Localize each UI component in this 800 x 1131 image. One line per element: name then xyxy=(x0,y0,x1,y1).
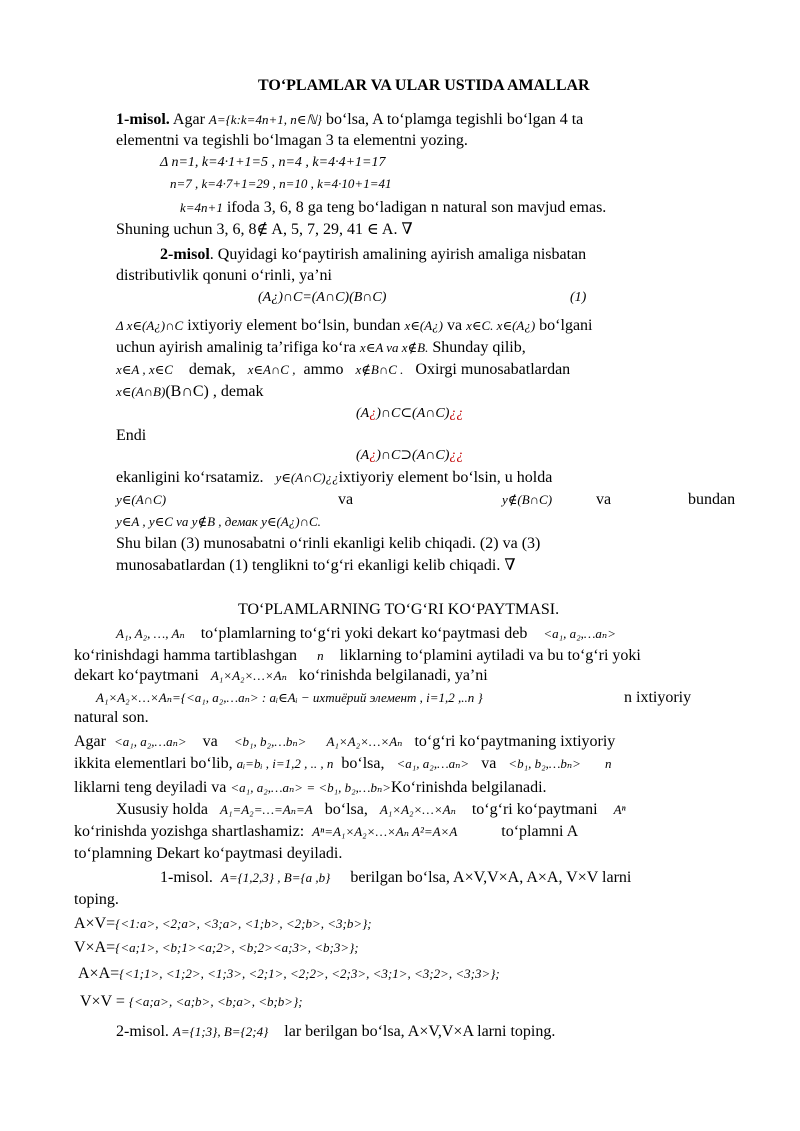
cart-definition-formula: A₁×A₂×…×Aₙ={<a₁, a₂,…aₙ> : aᵢ∈Aᵢ − ихтиёрий элемент , i=1,2 ,..n } xyxy=(96,690,483,705)
text: berilgan bo‘lsa, A×V,V×A, A×A, V×V larni xyxy=(350,869,632,886)
formula: x∉B∩C . xyxy=(355,362,404,377)
text: va xyxy=(481,755,497,772)
result-set: {<1;1>, <1;2>, <1;3>, <2;1>, <2;2>, <2;3>, <3;1>, <3;2>, <3;3>}; xyxy=(119,966,500,981)
example-label: 2-misol xyxy=(160,246,210,263)
text: to‘g‘ri ko‘paytmani xyxy=(471,801,598,818)
example-2-line-2: distributivlik qonuni o‘rinli, ya’ni xyxy=(116,267,332,284)
cart-line-1 xyxy=(116,624,616,644)
example-1-line-1 xyxy=(116,110,583,130)
text: ifoda 3, 6, 8 ga teng bo‘ladigan n natural son mavjud emas. xyxy=(226,199,607,216)
example-2-line-5 xyxy=(116,338,526,358)
formula: y∉(B∩C) xyxy=(502,492,553,507)
text: liklarning to‘plamini aytiladi va bu to‘g‘ri yoki xyxy=(339,647,641,664)
example-label: 2-misol. xyxy=(116,1023,169,1040)
formula-3-text: (A¿)∩C⊃(A∩C)¿¿ xyxy=(356,448,464,463)
text: ixtiyoriy element bo‘lsin, u holda xyxy=(338,469,553,486)
cart-line-6 xyxy=(74,732,615,752)
result-row-2 xyxy=(74,938,359,958)
formula: <b₁, b₂,…bₙ> xyxy=(233,734,307,749)
example-label: 1-misol. xyxy=(116,111,170,128)
formula: <a₁, a₂,…aₙ> xyxy=(113,734,187,749)
formula: x∈A∩C , xyxy=(247,362,296,377)
text: ixtiyoriy element bo‘lsin, bundan xyxy=(187,317,401,334)
example-2-line-7 xyxy=(116,382,264,402)
text: Xususiy holda xyxy=(116,801,208,818)
text: . Quyidagi ko‘paytirish amalining ayirish amaliga nisbatan xyxy=(209,246,587,263)
text: dekart ko‘paytmani xyxy=(74,667,199,684)
formula: A={1;3}, B={2;4} xyxy=(172,1024,269,1039)
formula: Aⁿ xyxy=(613,802,626,817)
example-2-line-4 xyxy=(116,316,593,336)
result-row-4 xyxy=(80,992,303,1012)
text: Oxirgi munosabatlardan xyxy=(415,361,571,378)
text: ekanligini ko‘rsatamiz. xyxy=(116,469,264,486)
formula: k=4n+1 xyxy=(180,200,223,215)
example-2-line-6 xyxy=(116,360,570,380)
text: demak, xyxy=(188,361,236,378)
text: lar berilgan bo‘lsa, A×V,V×A larni toping. xyxy=(284,1023,556,1040)
result-set: {<a;1>, <b;1><a;2>, <b;2><a;3>, <b;3>}; xyxy=(115,940,359,955)
example-1-line-6: Shuning uchun 3, 6, 8∉ A, 5, 7, 29, 41 ∈ A. ∇ xyxy=(116,221,413,238)
text: (B∩C) , demak xyxy=(165,383,264,400)
formula: <b₁, b₂,…bₙ> xyxy=(508,756,581,771)
formula: x∈(A∩B) xyxy=(116,384,166,399)
formula: <a₁, a₂,…aₙ> = <b₁, b₂,…bₙ> xyxy=(230,780,392,795)
text: ammo xyxy=(303,361,344,378)
text: Shunday qilib, xyxy=(432,339,526,356)
example-3-line-2: toping. xyxy=(74,891,119,908)
text: bo‘lsa, xyxy=(324,801,368,818)
result-label: A×A= xyxy=(78,965,120,982)
example-2-line-14: munosabatlardan (1) tenglikni to‘g‘ri ekanligi kelib chiqadi. ∇ xyxy=(116,557,516,574)
formula: A₁=A₂=…=Aₙ=A xyxy=(220,802,313,817)
example-2-line-1 xyxy=(160,245,586,265)
section-heading: TO‘PLAMLAR VA ULAR USTIDA AMALLAR xyxy=(258,77,590,94)
text: ko‘rinishda yozishga shartlashamiz: xyxy=(74,823,305,840)
formula-1: (A¿)∩C=(A∩C)(B∩C) xyxy=(258,290,387,305)
formula: n xyxy=(317,648,324,663)
formula: x∈(A¿) xyxy=(404,318,443,333)
result-set: {<1:a>, <2;a>, <3;a>, <1;b>, <2;b>, <3;b>}; xyxy=(115,916,372,931)
formula-1-number: (1) xyxy=(570,290,587,305)
result-label: V×A= xyxy=(74,939,116,956)
formula-2 xyxy=(356,404,463,424)
text: Agar xyxy=(74,733,106,750)
text: bo‘lsa, A to‘plamga tegishli bo‘lgan 4 ta xyxy=(325,111,584,128)
formula: x∈C. x∈(A¿) xyxy=(466,318,536,333)
text: to‘plamlarning to‘g‘ri yoki dekart ko‘paytmasi deb xyxy=(200,625,528,642)
formula: A₁×A₂×…×Aₙ xyxy=(210,668,287,683)
cart-line-9 xyxy=(116,800,626,820)
cart-line-10 xyxy=(74,822,578,842)
formula: x∈A , x∈C xyxy=(116,362,173,377)
result-set: {<a;a>, <a;b>, <b;a>, <b;b>}; xyxy=(128,994,303,1009)
text: to‘g‘ri ko‘paytmaning ixtiyoriy xyxy=(414,733,616,750)
example-label: 1-misol. xyxy=(160,869,213,886)
result-label: V×V = xyxy=(80,993,125,1010)
text: bo‘lgani xyxy=(539,317,593,334)
result-label: A×V= xyxy=(74,915,116,932)
text: liklarni teng deyiladi va xyxy=(74,779,227,796)
text: ikkita elementlari bo‘lib, xyxy=(74,755,233,772)
example-2-line-13: Shu bilan (3) munosabatni o‘rinli ekanligi kelib chiqadi. (2) va (3) xyxy=(116,535,541,552)
example-2-line-12: y∈A , y∈C va y∉B , демак y∈(A¿)∩C. xyxy=(116,514,321,529)
formula-2-text: (A¿)∩C⊂(A∩C)¿¿ xyxy=(356,406,464,421)
text: bo‘lsa, xyxy=(341,755,385,772)
endi-label: Endi xyxy=(116,427,147,444)
formula: <a₁, a₂,…aₙ> xyxy=(396,756,470,771)
text: Agar xyxy=(172,111,205,128)
formula: A={1,2,3} , B={a ,b} xyxy=(220,870,331,885)
example-1-line-5 xyxy=(180,198,606,218)
text: Ko‘rinishda belgilanadi. xyxy=(391,779,547,796)
example-2-line-10 xyxy=(116,468,552,488)
formula: aᵢ=bᵢ , i=1,2 , .. , n xyxy=(236,756,334,771)
formula: Aⁿ=A₁×A₂×…×Aₙ A²=A×A xyxy=(312,824,458,839)
text: ko‘rinishdagi hamma tartiblashgan xyxy=(74,647,298,664)
formula: Δ x∈(A¿)∩C xyxy=(116,318,184,333)
formula: y∈(A∩C) xyxy=(116,492,167,507)
formula: n xyxy=(604,756,612,771)
text: ko‘rinishda belgilanadi, ya’ni xyxy=(298,667,488,684)
text: va xyxy=(447,317,463,334)
result-row-1 xyxy=(74,914,372,934)
cart-line-2 xyxy=(74,646,641,666)
section-heading-2: TO‘PLAMLARNING TO‘G‘RI KO‘PAYTMASI. xyxy=(238,601,560,618)
cart-line-8 xyxy=(74,778,547,798)
result-row-3 xyxy=(78,964,500,984)
formula: A₁, A₂, …, Aₙ xyxy=(116,626,185,641)
text: bundan xyxy=(688,491,736,508)
formula: x∈A va x∉B. xyxy=(359,340,429,355)
example-1-calc-1: Δ n=1, k=4·1+1=5 , n=4 , k=4·4+1=17 xyxy=(160,155,386,170)
cart-line-11: to‘plamning Dekart ko‘paytmasi deyiladi. xyxy=(74,845,343,862)
formula-3 xyxy=(356,446,463,466)
example-1-calc-2: n=7 , k=4·7+1=29 , n=10 , k=4·10+1=41 xyxy=(170,176,392,191)
text: n ixtiyoriy xyxy=(624,689,692,706)
cart-line-3 xyxy=(74,666,488,686)
cart-line-7 xyxy=(74,754,611,774)
text: to‘plamni A xyxy=(501,823,579,840)
formula: A₁×A₂×…×Aₙ xyxy=(379,802,456,817)
example-1-line-2: elementni va tegishli bo‘lmagan 3 ta elementni yozing. xyxy=(116,132,468,149)
text: uchun ayirish amalinig ta’rifiga ko‘ra xyxy=(116,339,356,356)
example-3-line-1 xyxy=(160,868,631,888)
set-definition: A={k:k=4n+1, n∈ℕ} xyxy=(208,112,322,127)
formula: y∈(A∩C)¿¿ xyxy=(275,470,339,485)
text: va xyxy=(338,491,354,508)
cart-line-5: natural son. xyxy=(74,709,149,726)
formula: A₁×A₂×…×Aₙ xyxy=(326,734,403,749)
text: va xyxy=(202,733,218,750)
text: va xyxy=(596,491,612,508)
formula: <a₁, a₂,…aₙ> xyxy=(543,626,616,641)
example-4-line-1 xyxy=(116,1022,555,1042)
